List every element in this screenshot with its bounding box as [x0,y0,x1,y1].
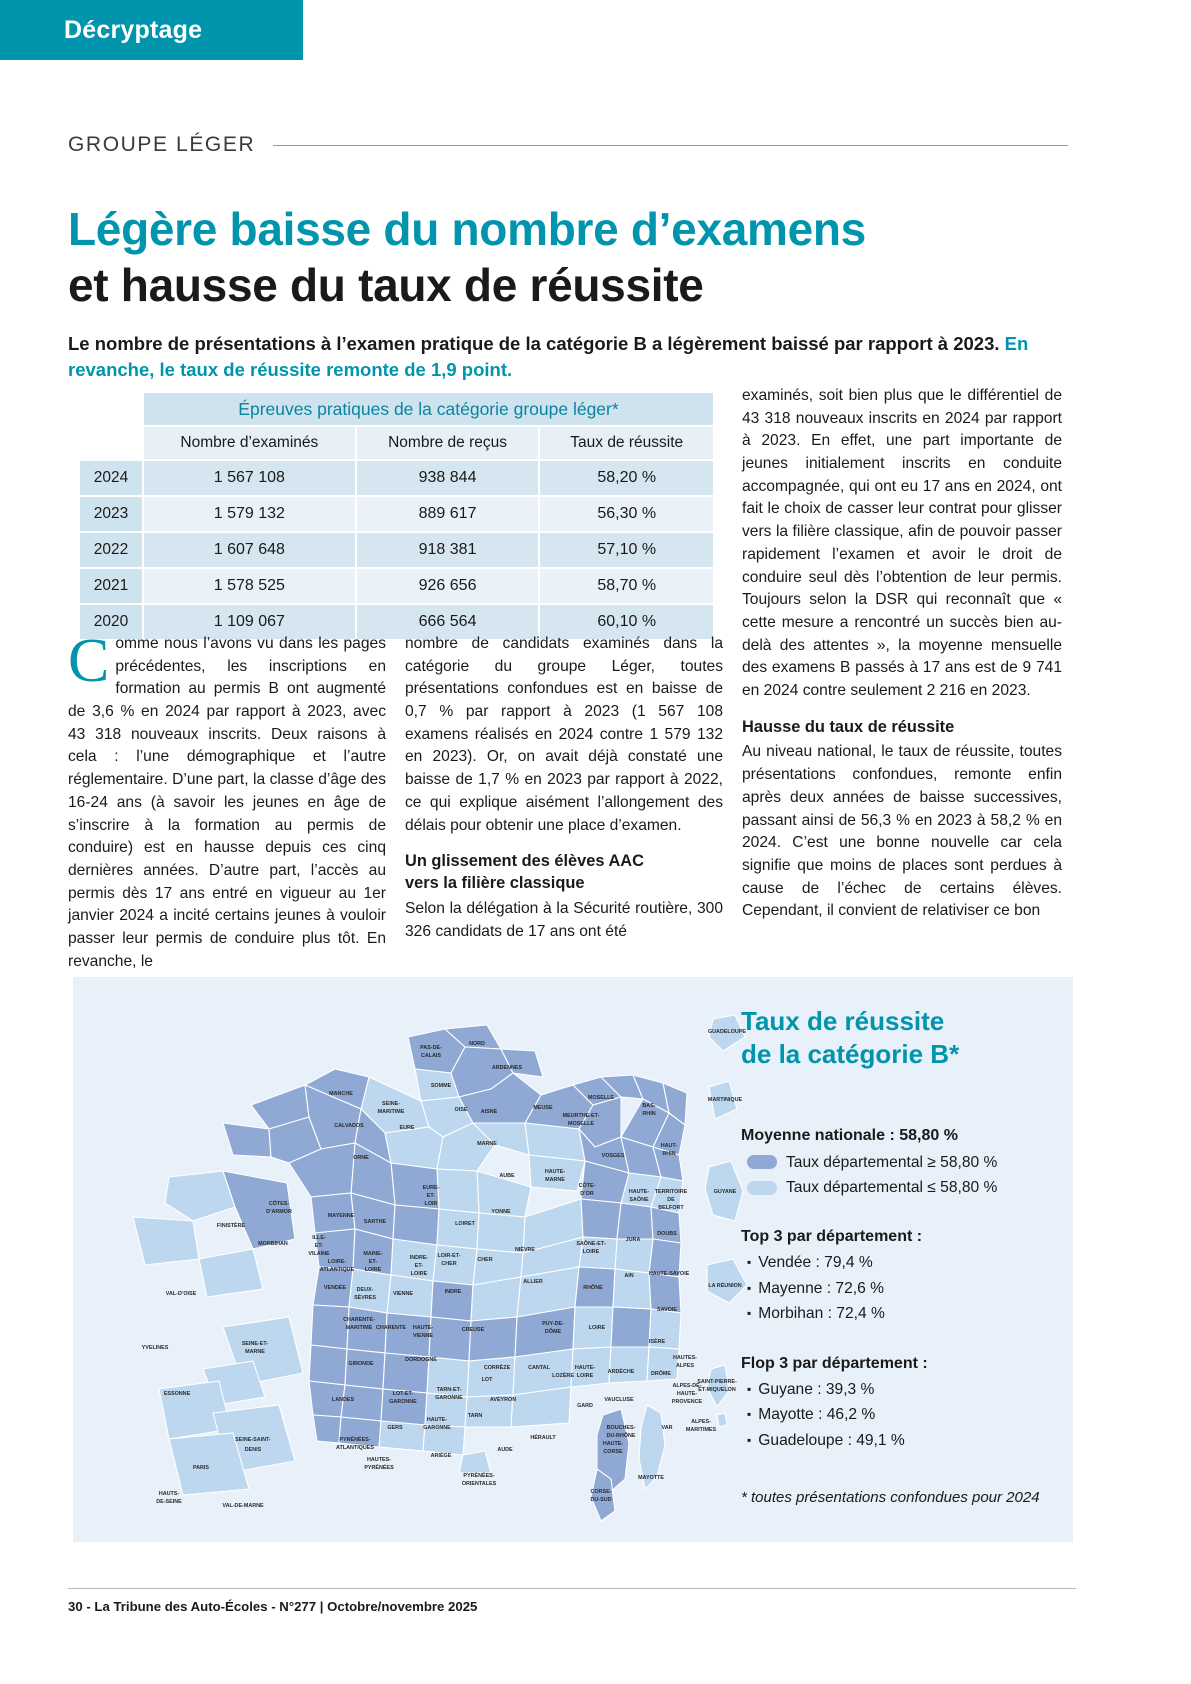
svg-text:ALPES-: ALPES- [691,1419,711,1425]
svg-text:ALPES: ALPES [676,1363,694,1369]
svg-text:CORRÈZE: CORRÈZE [483,1365,511,1371]
row-year: 2023 [80,497,142,531]
table-title: Épreuves pratiques de la catégorie groupe léger* [144,393,713,425]
body-column-3 [742,385,1062,923]
svg-text:PARIS: PARIS [192,1465,210,1471]
svg-text:LOIRE: LOIRE [582,1249,600,1255]
top-3-title: Top 3 par département : [741,1228,923,1246]
cell-examines: 1 607 648 [144,533,355,567]
national-average: Moyenne nationale : 58,80 % [741,1126,958,1144]
map-shapes [133,1015,747,1521]
svg-text:SOMME: SOMME [430,1083,452,1089]
svg-text:ARDÈCHE: ARDÈCHE [607,1369,635,1375]
subheading-line-2: vers la filière classique [405,874,585,892]
row-year: 2021 [80,569,142,603]
list-item: ▪ Guadeloupe : 49,1 % [747,1428,1061,1453]
footer-text: - La Tribune des Auto-Écoles - N°277 | Octobre/novembre 2025 [86,1599,478,1614]
svg-text:SEINE-ET-: SEINE-ET- [241,1341,269,1347]
svg-text:ET-: ET- [414,1263,424,1269]
svg-text:ATLANTIQUES: ATLANTIQUES [336,1445,374,1451]
svg-text:PYRÉNÉES-: PYRÉNÉES- [339,1437,371,1443]
list-item: ▪ Morbihan : 72,4 % [747,1301,1061,1326]
svg-text:JURA: JURA [625,1237,641,1243]
svg-text:CORSE: CORSE [603,1449,623,1455]
list-item: ▪ Guyane : 39,3 % [747,1377,1061,1402]
standfirst-highlight: En revanche, le taux de réussite remonte de 1,9 point. [68,332,1029,380]
svg-text:ET-: ET- [426,1193,436,1199]
section-kicker [68,133,1068,157]
cell-recus: 918 381 [357,533,539,567]
subheading-line-1: Un glissement des élèves AAC [405,852,644,871]
svg-text:VILAINE: VILAINE [308,1251,330,1257]
svg-text:DEUX-: DEUX- [356,1287,374,1293]
svg-text:EURE-: EURE- [422,1185,440,1191]
cell-taux: 58,20 % [540,461,713,495]
svg-text:HAUTES-: HAUTES- [673,1355,697,1361]
list-item: ▪ Mayenne : 72,6 % [747,1276,1061,1301]
cell-recus: 666 564 [357,605,539,639]
svg-text:AISNE: AISNE [480,1109,498,1115]
svg-text:SAÔNE: SAÔNE [629,1197,649,1203]
svg-text:ALPES-DE-: ALPES-DE- [672,1383,702,1389]
svg-text:CHER: CHER [477,1257,493,1263]
paragraph-text: omme nous l’avons vu dans les pages précédentes, les inscriptions en formation au permis B ont augmenté de 3,6 % en 2024 par rapport à 2023, avec 43 318 nouveaux inscrits. Deux raisons à cela : l’une démographique et l’autre réglementaire. D’une part, la classe d’âge des 16-24 ans (à savoir les jeunes en âge de s’inscrire à la formation au permis de conduire) est en hausse depuis ces cinq dernières années. D’autre part, l’accès au permis dès 17 ans entré en vigueur au 1er janvier 2024 a incité certains jeunes à vouloir passer leur permis de conduire plus tôt. En revanche, le [68,635,386,970]
svg-text:NORD: NORD [469,1041,485,1047]
svg-text:DU-SUD: DU-SUD [590,1497,612,1503]
svg-text:TARN-ET-: TARN-ET- [436,1387,462,1393]
svg-text:EURE: EURE [399,1125,415,1131]
svg-text:MOSELLE: MOSELLE [567,1121,595,1127]
svg-text:GARONNE: GARONNE [423,1425,451,1431]
svg-text:HAUTE-: HAUTE- [412,1325,434,1331]
column-header-examines: Nombre d’examinés [144,427,355,459]
svg-text:HAUTE-SAVOIE: HAUTE-SAVOIE [648,1271,690,1277]
swatch-low-icon [747,1181,777,1195]
svg-text:VAR: VAR [661,1425,673,1431]
svg-text:HAUTES-: HAUTES- [367,1457,391,1463]
svg-text:CÔTE-: CÔTE- [578,1183,596,1189]
svg-text:MARNE: MARNE [545,1177,565,1183]
svg-text:RHIN: RHIN [662,1151,676,1157]
svg-text:CHARENTE-: CHARENTE- [343,1317,375,1323]
svg-text:VOSGES: VOSGES [601,1153,625,1159]
svg-text:YVELINES: YVELINES [141,1345,169,1351]
svg-text:ATLANTIQUE: ATLANTIQUE [319,1267,355,1273]
svg-text:CHER: CHER [441,1261,457,1267]
svg-text:TERRITOIRE: TERRITOIRE [654,1189,688,1195]
svg-text:DRÔME: DRÔME [650,1371,672,1377]
cell-examines: 1 578 525 [144,569,355,603]
svg-text:ISÈRE: ISÈRE [648,1339,666,1345]
svg-text:AUBE: AUBE [499,1173,515,1179]
svg-text:MEURTHE-ET-: MEURTHE-ET- [562,1113,600,1119]
svg-text:DORDOGNE: DORDOGNE [405,1357,437,1363]
svg-text:PROVENCE: PROVENCE [671,1399,703,1405]
flop-3-title: Flop 3 par département : [741,1355,928,1373]
table-row [80,533,713,567]
svg-text:MANCHE: MANCHE [329,1091,353,1097]
svg-text:GIRONDE: GIRONDE [348,1361,374,1367]
svg-text:GARONNE: GARONNE [389,1399,417,1405]
svg-text:CANTAL: CANTAL [528,1365,550,1371]
standfirst-text: Le nombre de présentations à l’examen pratique de la catégorie B a légèrement baissé par rapport à 2023. [68,332,1005,354]
svg-text:DU-RHÔNE: DU-RHÔNE [606,1433,636,1439]
legend-item-low [747,1176,1061,1199]
paragraph: Selon la délégation à la Sécurité routière, 300 326 candidats de 17 ans ont été [405,899,723,940]
svg-text:DÔME: DÔME [544,1329,562,1335]
svg-text:LOT: LOT [481,1377,493,1383]
svg-text:PYRÉNÉES-: PYRÉNÉES- [463,1473,495,1479]
legend-title-line-1: Taux de réussite [741,1006,945,1036]
legend-title-line-2: de la catégorie B* [741,1039,960,1070]
svg-text:ESSONNE: ESSONNE [163,1391,191,1397]
table-header-row [80,427,713,459]
cell-taux: 56,30 % [540,497,713,531]
svg-text:HÉRAULT: HÉRAULT [530,1435,556,1441]
standfirst [68,331,1076,384]
exam-results-table [78,391,715,641]
svg-text:MARITIMES: MARITIMES [685,1427,717,1433]
legend-footnote: * toutes présentations confondues pour 2024 [741,1488,1040,1506]
svg-text:ORIENTALES: ORIENTALES [461,1481,497,1487]
svg-text:BAS-: BAS- [642,1103,656,1109]
svg-text:INDRE: INDRE [444,1289,462,1295]
svg-text:AUDE: AUDE [497,1447,513,1453]
svg-text:ARDENNES: ARDENNES [491,1065,523,1071]
cell-taux: 58,70 % [540,569,713,603]
cell-recus: 926 656 [357,569,539,603]
row-year: 2020 [80,605,142,639]
paragraph: Au niveau national, le taux de réussite, toutes présentations confondues, remonte enfin après deux années de baisse successives, passant ainsi de 56,3 % en 2023 à 58,2 % en 2024. C’est une bonne nouvelle car cela signifie que moins de places sont perdues à cause de l’échec de certains élèves. Cependant, il convient de relativiser ce bon [742,743,1062,920]
svg-text:LOIRE: LOIRE [410,1271,428,1277]
svg-text:SARTHE: SARTHE [363,1219,387,1225]
svg-text:HAUTS-: HAUTS- [158,1491,180,1497]
svg-text:D’ARMOR: D’ARMOR [266,1209,292,1215]
svg-text:SAÔNE-ET-: SAÔNE-ET- [576,1241,606,1247]
svg-text:VAL-DE-MARNE: VAL-DE-MARNE [222,1503,264,1509]
svg-text:FINISTÈRE: FINISTÈRE [216,1223,246,1229]
column-header-recus: Nombre de reçus [357,427,539,459]
svg-text:YONNE: YONNE [491,1209,511,1215]
svg-text:ILLE-: ILLE- [312,1235,326,1241]
svg-text:PAS-DE-: PAS-DE- [420,1045,442,1051]
svg-text:CALAIS: CALAIS [420,1053,442,1059]
svg-text:CHARENTE: CHARENTE [376,1325,406,1331]
column-header-taux: Taux de réussite [540,427,713,459]
paragraph: nombre de candidats examinés dans la catégorie du groupe Léger, toutes présentations confondues est en baisse de 0,7 % par rapport à 2023 (1 567 108 examens réalisés en 2024 contre 1 579 132 en 2023). Or, on avait déjà constaté une baisse de 1,7 % en 2023 par rapport à 2022, ce qui explique aisément l’allongement des délais pour obtenir une place d’examen. [405,635,723,834]
svg-text:TARN: TARN [467,1413,483,1419]
svg-text:NIÈVRE: NIÈVRE [514,1247,536,1253]
legend-label-high: Taux départemental ≥ 58,80 % [786,1153,998,1171]
svg-text:ALLIER: ALLIER [523,1279,543,1285]
svg-text:MEUSE: MEUSE [533,1105,553,1111]
svg-text:HAUTE-: HAUTE- [676,1391,698,1397]
svg-text:ARIÈGE: ARIÈGE [430,1453,452,1459]
svg-text:LA RÉUNION: LA RÉUNION [708,1283,742,1289]
table-title-row [80,393,713,425]
cell-examines: 1 579 132 [144,497,355,531]
table-corner-cell-2 [80,427,142,459]
cell-taux: 57,10 % [540,533,713,567]
svg-text:LOT-ET-: LOT-ET- [392,1391,414,1397]
headline-line-2: et hausse du taux de réussite [68,258,704,311]
cell-taux: 60,10 % [540,605,713,639]
headline-line-1: Légère baisse du nombre d’examens [68,202,866,255]
swatch-high-icon [747,1155,777,1169]
svg-text:LANDES: LANDES [331,1397,355,1403]
svg-text:LOIRE: LOIRE [588,1325,606,1331]
svg-text:CREUSE: CREUSE [461,1327,485,1333]
svg-text:INDRE-: INDRE- [409,1255,429,1261]
svg-text:MOSELLE: MOSELLE [587,1095,615,1101]
kicker-divider [273,145,1068,146]
row-year: 2022 [80,533,142,567]
svg-text:LOIRE: LOIRE [576,1373,594,1379]
svg-text:LOIRET: LOIRET [455,1221,475,1227]
svg-text:MAINE-: MAINE- [363,1251,383,1257]
svg-text:DENIS: DENIS [244,1447,262,1453]
svg-text:MARITIME: MARITIME [345,1325,373,1331]
svg-text:VAL-D’OISE: VAL-D’OISE [165,1291,197,1297]
svg-text:GERS: GERS [387,1425,403,1431]
svg-text:HAUTE-: HAUTE- [426,1417,448,1423]
page-title [68,201,1078,313]
page-number: 30 [68,1599,83,1614]
svg-text:GUYANE: GUYANE [713,1189,737,1195]
svg-text:MARITIME: MARITIME [377,1109,405,1115]
svg-text:DE-SEINE: DE-SEINE [156,1499,182,1505]
paragraph [68,627,386,973]
svg-text:PUY-DE-: PUY-DE- [542,1321,564,1327]
svg-text:BELFORT: BELFORT [658,1205,684,1211]
list-item: ▪ Mayotte : 46,2 % [747,1402,1061,1427]
flop-3-list [741,1377,1061,1453]
svg-text:OISE: OISE [454,1107,468,1113]
svg-text:MAYENNE: MAYENNE [327,1213,355,1219]
svg-text:LOIRE: LOIRE [364,1267,382,1273]
svg-text:DE: DE [667,1197,675,1203]
cell-examines: 1 109 067 [144,605,355,639]
svg-text:LOZÈRE: LOZÈRE [552,1373,574,1379]
svg-text:GARD: GARD [577,1403,593,1409]
kicker-label: GROUPE LÉGER [68,133,256,156]
svg-text:VIENNE: VIENNE [412,1333,434,1339]
svg-text:CALVADOS: CALVADOS [334,1123,364,1129]
paragraph: examinés, soit bien plus que le différentiel de 43 318 nouveaux inscrits en 2024 par rapport à 2023. En effet, une part importante de jeunes initialement inscrits en conduite accompagnée, qui ont eu 17 ans en 2024, ont fait le choix de casser leur contrat pour glisser vers la filière classique, afin de pouvoir passer rapidement l’examen et avoir le droit de conduire seul dès l’obtention de leur permis. Toujours selon la DSR qui reconnaît que « cette mesure a rencontré un succès bien au-delà des attentes », la moyenne mensuelle des examens B passés à 17 ans est de 9 741 en 2024 contre seulement 2 216 en 2023. [742,387,1062,699]
svg-text:RHÔNE: RHÔNE [583,1285,603,1291]
body-column-1 [68,627,386,973]
svg-text:HAUTE-: HAUTE- [544,1169,566,1175]
legend-item-high [747,1151,1061,1174]
svg-text:CORSE-: CORSE- [590,1489,612,1495]
svg-text:HAUTE-: HAUTE- [574,1365,596,1371]
svg-text:GARONNE: GARONNE [435,1395,463,1401]
svg-text:LOIR: LOIR [424,1201,438,1207]
svg-text:RHIN: RHIN [642,1111,656,1117]
svg-text:MORBIHAN: MORBIHAN [258,1241,288,1247]
rubric-tab [0,0,303,60]
svg-text:VAUCLUSE: VAUCLUSE [604,1397,634,1403]
svg-text:SAINT-PIERRE-: SAINT-PIERRE- [697,1379,737,1385]
cell-recus: 889 617 [357,497,539,531]
svg-text:VIENNE: VIENNE [392,1291,414,1297]
svg-text:ET-: ET- [314,1243,324,1249]
svg-text:SÈVRES: SÈVRES [354,1295,376,1301]
cell-recus: 938 844 [357,461,539,495]
table-row [80,497,713,531]
drop-cap: C [68,627,110,695]
top-3-group [741,1225,1061,1326]
map-panel [73,977,1073,1542]
svg-text:MARTINIQUE: MARTINIQUE [707,1097,743,1103]
svg-text:MAYOTTE: MAYOTTE [638,1475,664,1481]
map-legend [741,1005,1061,1509]
svg-text:LOIRE-: LOIRE- [327,1259,347,1265]
france-departments-map [73,977,753,1542]
rubric-label: Décryptage [64,15,203,44]
svg-text:AIN: AIN [624,1273,634,1279]
svg-text:HAUT-: HAUT- [660,1143,678,1149]
table-row [80,461,713,495]
svg-text:VENDÉE: VENDÉE [323,1285,347,1291]
svg-text:MARNE: MARNE [245,1349,265,1355]
svg-text:AVEYRON: AVEYRON [489,1397,517,1403]
page-footer [68,1599,477,1614]
svg-text:BOUCHES-: BOUCHES- [606,1425,636,1431]
top-3-list [741,1250,1061,1326]
footer-divider [68,1588,1076,1589]
svg-text:SEINE-: SEINE- [382,1101,400,1107]
svg-text:SAVOIE: SAVOIE [657,1307,677,1313]
subheading-aac [405,851,723,895]
row-year: 2024 [80,461,142,495]
list-item: ▪ Vendée : 79,4 % [747,1250,1061,1275]
svg-text:HAUTE-: HAUTE- [628,1189,650,1195]
subheading-hausse: Hausse du taux de réussite [742,717,955,736]
svg-text:SEINE-SAINT-: SEINE-SAINT- [235,1437,271,1443]
svg-text:ET-MIQUELON: ET-MIQUELON [698,1387,736,1393]
svg-text:ORNE: ORNE [353,1155,369,1161]
flop-3-group [741,1352,1061,1453]
svg-text:CÔTES-: CÔTES- [268,1201,290,1207]
svg-text:ET-: ET- [368,1259,378,1265]
svg-text:GUADELOUPE: GUADELOUPE [707,1029,747,1035]
body-column-2 [405,633,723,943]
svg-text:D’OR: D’OR [580,1191,594,1197]
legend-title [741,1005,1061,1072]
cell-examines: 1 567 108 [144,461,355,495]
svg-text:LOIR-ET-: LOIR-ET- [437,1253,461,1259]
svg-text:DOUBS: DOUBS [657,1231,677,1237]
svg-text:MARNE: MARNE [477,1141,497,1147]
svg-text:PYRÉNÉES: PYRÉNÉES [364,1465,394,1471]
table-corner-cell [80,393,142,425]
svg-text:HAUTE-: HAUTE- [602,1441,624,1447]
table-row [80,569,713,603]
legend-label-low: Taux départemental ≤ 58,80 % [786,1178,998,1196]
